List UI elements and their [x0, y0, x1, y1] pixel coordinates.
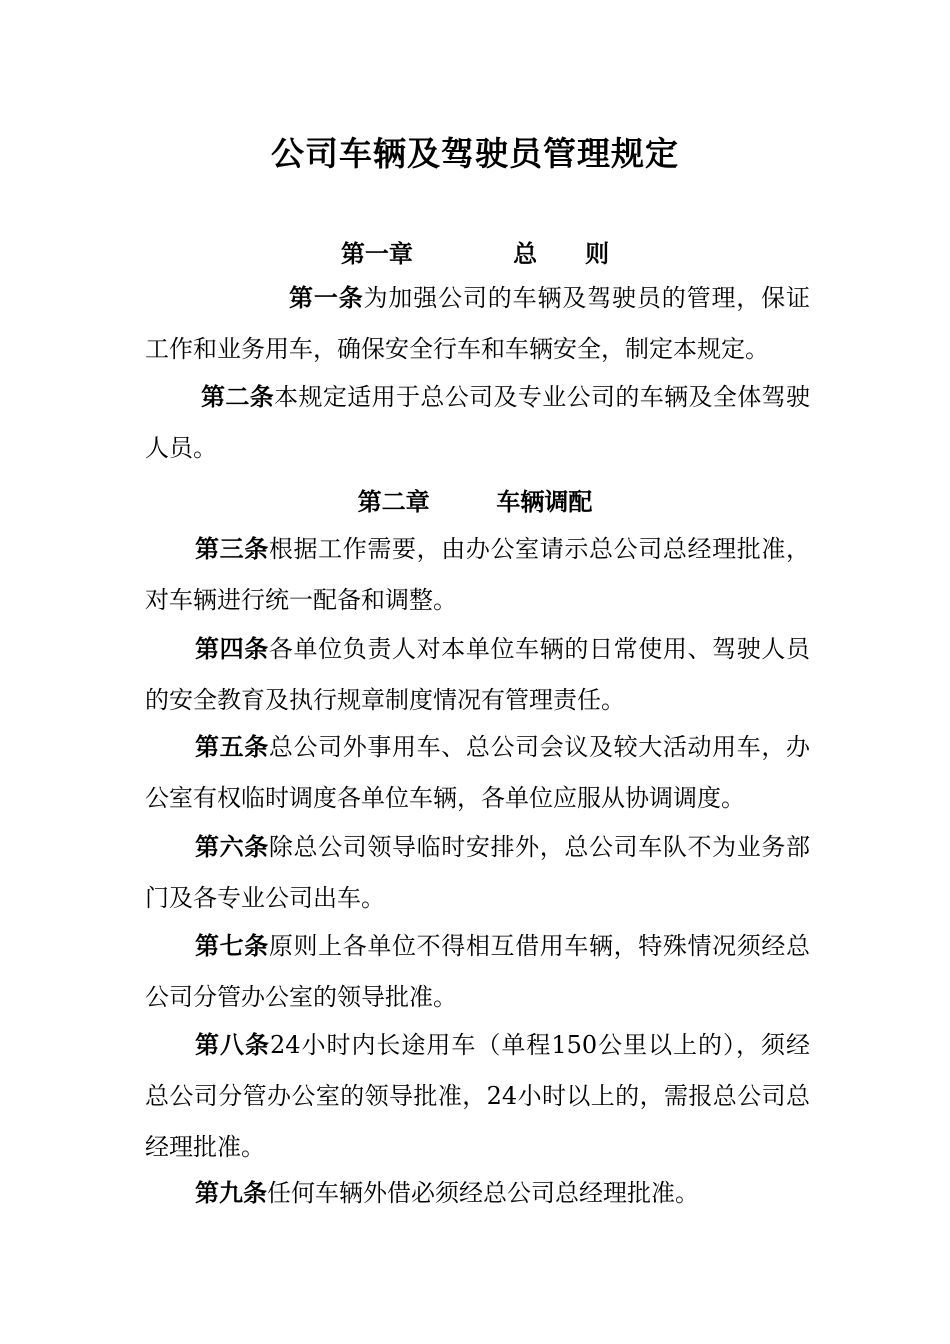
article-text: 原则上各单位不得相互借用车辆，特殊情况须经总公司分管办公室的领导批准。: [145, 932, 810, 1011]
article-text: 各单位负责人对本单位车辆的日常使用、驾驶人员的安全教育及执行规章制度情况有管理责任。: [145, 635, 810, 714]
article-6: [145, 822, 810, 924]
article-7: [145, 921, 810, 1023]
article-3: [145, 524, 810, 626]
article-text: 总公司外事用车、总公司会议及较大活动用车，办公室有权临时调度各单位车辆，各单位应服从协调调度。: [145, 733, 810, 812]
article-text: 任何车辆外借必须经总公司总经理批准。: [267, 1179, 699, 1207]
article-label: 第三条: [195, 535, 269, 563]
article-label: 第五条: [195, 733, 269, 761]
chapter-number: 第二章: [357, 488, 430, 516]
article-label: 第六条: [195, 833, 269, 861]
article-text: 为加强公司的车辆及驾驶员的管理，保证工作和业务用车，确保安全行车和车辆安全，制定本规定。: [145, 284, 811, 363]
article-label: 第二条: [201, 383, 275, 411]
article-5: [145, 722, 810, 824]
article-4: [145, 624, 810, 726]
chapter-2-heading: [0, 482, 950, 517]
article-text: 根据工作需要，由办公室请示总公司总经理批准，对车辆进行统一配备和调整。: [145, 535, 810, 614]
chapter-name: 车辆调配: [496, 488, 593, 516]
article-label: 第九条: [195, 1179, 267, 1207]
article-1: [145, 273, 810, 375]
article-text: 24小时内长途用车（单程150公里以上的），须经总公司分管办公室的领导批准，24小时以上的，需报总公司总经理批准。: [145, 1031, 810, 1161]
article-text: 除总公司领导临时安排外，总公司车队不为业务部门及各专业公司出车。: [145, 833, 810, 912]
article-text: 本规定适用于总公司及专业公司的车辆及全体驾驶人员。: [145, 383, 810, 462]
article-label: 第七条: [195, 932, 269, 960]
chapter-number: 第一章: [340, 240, 413, 268]
article-label: 第八条: [195, 1031, 270, 1059]
article-label: 第一条: [289, 284, 364, 312]
article-9: [145, 1168, 810, 1219]
article-2: [145, 372, 810, 474]
chapter-1-heading: [0, 234, 950, 269]
chapter-name: 总 则: [513, 240, 610, 268]
article-label: 第四条: [195, 635, 269, 663]
document-title: 公司车辆及驾驶员管理规定: [271, 134, 679, 173]
article-8: [145, 1020, 810, 1173]
